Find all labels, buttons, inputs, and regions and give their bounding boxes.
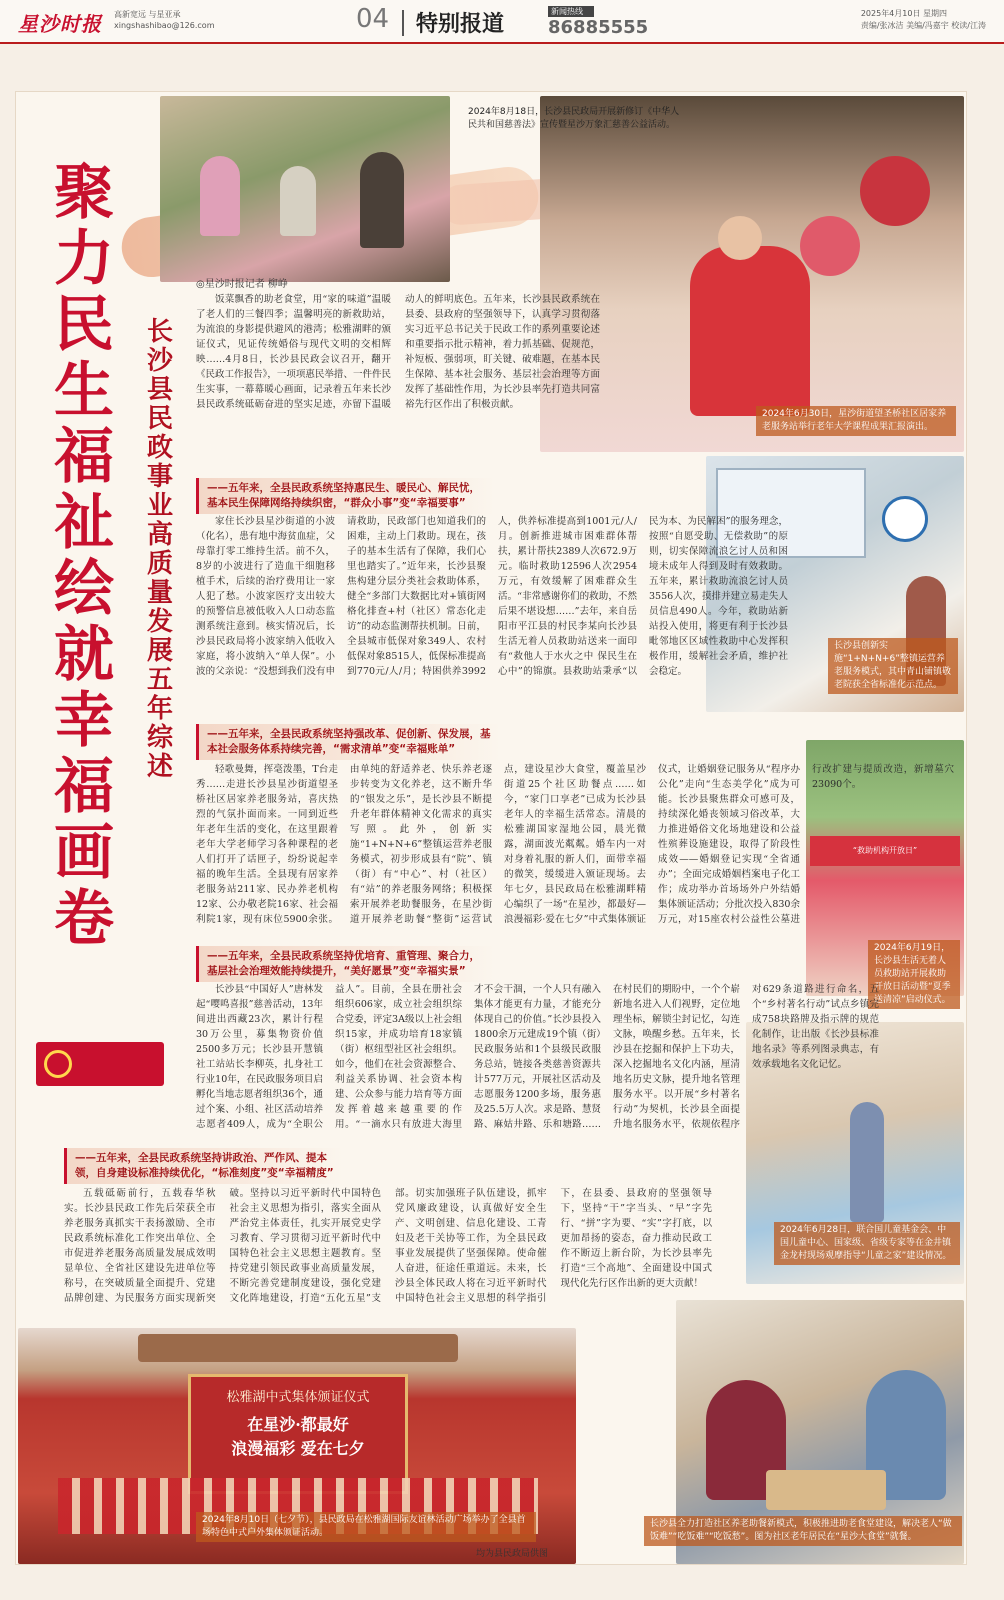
ceremony-slogan-2: 浪漫福彩 爱在七夕 — [231, 1439, 365, 1458]
photo-caption: 2024年8月10日（七夕节），县民政局在松雅湖国际友谊林活动广场举办了全县首场特色中式户外集体颁证活动。 — [196, 1512, 536, 1542]
section-heading: ——五年来，全县民政系统坚持强改革、促创新、保发展，基本社会服务体系持续完善，“需求清单”变“幸福账单” — [196, 724, 502, 760]
photo-charity-event — [160, 96, 450, 282]
emblem-icon — [44, 1050, 72, 1078]
section-body — [196, 514, 788, 712]
divider — [402, 10, 404, 36]
section-body — [196, 982, 879, 1144]
masthead-slogan: 高新宽远 与星亚承 xingshashibao@126.com — [114, 10, 215, 30]
section-paragraph: 家住长沙县星沙街道的小波（化名），患有地中海贫血症，父母靠打零工维持生活。前不久，8岁的小波进行了造血干细胞移植手术，后续的治疗费用让一家人犯了愁。小波家医疗支出较大的预警信息被低收入人口动态监测系统注意到。核实情况后，长沙县民政局将小波家纳入低收入家庭，将小波纳入“单人保”。小波的父亲说：“没想到我们没有申请救助，民政部门也知道我们的困难，主动上门救助。现在，孩子的基本生活有了保障，我们心里也踏实了。”近年来，长沙县聚焦构建分层分类社会救助体系，健全“多部门大数据比对+镇街网格化排查+村（社区）常态化走访”的动态监测帮扶机制。日前，全县城市低保对象349人、农村低保对象8515人，低保标准提高到770元/人/月；特困供养3992人，供养标准提高到1001元/人/月。创新推进城市困难群体帮扶，累计帮扶2389人次672.9万元。临时救助12596人次2954万元，有效缓解了困难群众生活。“非常感谢你们的救助，不然后果不堪设想……”去年，来自岳阳市平江县的村民李某向长沙县生活无着人员救助站送来一面印有“救他人于水火之中 保民生在心中”的锦旗。县救助站秉承“以民为本、为民解困”的服务理念，按照“自愿受助、无偿救助”的原则，切实保障流浪乞讨人员和困境未成年人得到及时有效救助。五年来，累计救助流浪乞讨人员3556人次，摸排并建立易走失人员信息490人。今年，救助站新站投入使用，将更有利于长沙县毗邻地区区域性救助中心发挥积极作用，缓解社会矛盾，维护社会稳定。 — [196, 516, 788, 677]
issue-date: 2025年4月10日 星期四 — [860, 9, 947, 18]
photo-caption: 2024年6月28日，联合国儿童基金会、中国儿童中心、国家级、省级专家等在金井镇金龙村现场观摩指导“儿童之家”建设情况。 — [774, 1222, 960, 1265]
ceremony-slogan-1: 在星沙·都最好 — [247, 1415, 349, 1434]
section-title: 特别报道 — [416, 12, 505, 37]
masthead — [0, 0, 1004, 44]
section-heading: ——五年来，全县民政系统坚持惠民生、暖民心、解民忧，基本民生保障网络持续织密，“群众小事”变“幸福要事” — [196, 478, 496, 514]
hotline — [548, 6, 648, 38]
section-heading: ——五年来，全县民政系统坚持优培育、重管理、聚合力，基层社会治理效能持续提升，“美好愿景”变“幸福实景” — [196, 946, 496, 982]
issue-info — [861, 8, 986, 32]
byline: ◎星沙时报记者 柳峥 — [196, 279, 288, 290]
tent-banner: “救助机构开放日” — [810, 836, 960, 866]
ceremony-title: 松雅湖中式集体颁证仪式 — [226, 1390, 370, 1405]
photo-caption: 2024年6月19日，长沙县生活无着人员救助站开展救助开放日活动暨“夏季送清凉”启动仪式。 — [868, 940, 960, 1009]
party-emblem-badge — [36, 1042, 164, 1086]
photo-credit: 均为县民政局供图 — [476, 1549, 549, 1559]
hotline-label: 新闻热线 — [548, 6, 594, 17]
photo-caption: 长沙县创新实施“1+N+N+6”整镇运营养老服务模式，其中青山铺镇敬老院获全省标准化示范点。 — [828, 638, 958, 694]
photo-caption: 2024年8月18日，长沙县民政局开展新修订《中华人民共和国慈善法》宣传暨星沙万象汇慈善公益活动。 — [468, 107, 680, 130]
section-heading: ——五年来，全县民政系统坚持讲政治、严作风、提本领，自身建设标准持续优化，“标准刻度”变“幸福精度” — [64, 1148, 344, 1184]
editor-credits: 责编/张冰洁 美编/冯嘉宇 校读/江涛 — [860, 21, 986, 30]
section-body — [64, 1186, 712, 1318]
section-paragraph: 长沙县“中国好人”唐林发起“嘤鸣喜报”慈善活动，13年间进出西藏23次，累计行程30万公里，募集物资价值2500多万元；长沙县开慧镇社工站站长李柳英，扎身社工行业10年，在民政服务项目启孵化当地志愿者组织36个，通过个案、小组、社区活动培养志愿者409人，成为“全职公益人”。目前，全县在册社会组织606家，成立社会组织综合党委，评定3A级以上社会组织15家，并成功培育18家镇（街）枢纽型社区社会组织。如今，他们在社会资源整合、利益关系协调、社会资本构建、公众参与能力培育等方面发挥着越来越重要的作用。“一滴水只有放进大海里才不会干涸，一个人只有融入集体才能更有力量，才能充分体现自己的价值。”长沙县投入1800余万元建成19个镇（街）民政服务站和1个县级民政服务总站，链接各类慈善资源共计577万元，开展社区活动及志愿服务1200多场，服务惠及25.5万人次。求是路、慧贤路、麻姑井路、乐和塘路……在村民们的期盼中，一个个崭新地名进入人们视野，定位地理坐标，解锁尘封记忆，勾连文脉，唤醒乡愁。五年来，长沙县在挖掘和保护上下功夫，深入挖掘地名文化内涵，厘清地名历史文脉，提升地名管理服务水平。以开展“乡村著名行动”为契机，长沙县全面提升地名服务水平，依规依程序对629条道路进行命名，五个“乡村著名行动”试点乡镇完成758块路牌及指示牌的规范化制作，让出版《长沙县标准地名录》等系列图录典志，有效承载地名文化记忆。 — [196, 984, 879, 1130]
intro-text — [196, 292, 600, 468]
main-headline: 聚力民生福祉 绘就幸福画卷 — [54, 158, 114, 954]
photo-performance — [540, 96, 964, 452]
sub-headline: 长沙县民政事业高质量发展五年综述 — [146, 317, 173, 782]
photo-caption: 2024年6月30日，星沙街道望圣桥社区居家养老服务站举行老年大学课程成果汇报演出。 — [756, 406, 956, 436]
hotline-number: 86885555 — [548, 17, 649, 38]
newspaper-logo: 星沙时报 — [18, 12, 102, 36]
photo-caption: 长沙县全力打造社区养老助餐新模式，积极推进助老食堂建设，解决老人“做饭难”“吃饭难”“吃饭愁”。图为社区老年居民在“星沙大食堂”就餐。 — [644, 1516, 962, 1546]
intro-paragraph: 饭菜飘香的助老食堂，用“家的味道”温暖了老人们的三餐四季；温馨明亮的新救助站，为流浪的身影提供避风的港湾；松雅湖畔的颁证仪式，见证传统婚俗与现代文明的交相辉映……4月8日，长沙县民政会议召开，翻开《民政工作报告》，一项项惠民举措、一件件民生实事，一幕幕暖心画面，记录着五年来长沙县民政系统砥砺奋进的坚实足迹，亦留下温暖动人的鲜明底色。五年来，长沙县民政系统在县委、县政府的坚强领导下，认真学习贯彻落实习近平总书记关于民政工作的系列重要论述和重要指示批示精神，着力抓基础、促规范，补短板、强弱项，盯关键、破难题，在基本民生保障、基本社会服务、基层社会治理等方面发挥了基础性作用，为长沙县率先打造共同富裕先行区作出了积极贡献。 — [196, 294, 600, 410]
section-paragraph: 五载砥砺前行，五载春华秋实。长沙县民政工作先后荣获全市养老服务真抓实干表扬激励、全市民政系统标准化工作突出单位、全市促进养老服务高质量发展成效明显单位、全省社区建设先进单位等称号，在突破质量全面提升、党建品牌创建、为民服务方面实现新突破。坚持以习近平新时代中国特色社会主义思想为指引，落实全面从严治党主体责任，扎实开展党史学习教育、学习贯彻习近平新时代中国特色社会主义思想主题教育。坚持党建引领民政事业高质量发展，不断完善党建制度建设，强化党建文化阵地建设，打造“五化五星”支部。切实加强班子队伍建设，抓牢党风廉政建设，认真做好安全生产、文明创建、信息化建设、工青妇及老干关协等工作，为全县民政事业发展提供了坚强保障。使命催人奋进，征途任重道远。未来，长沙县全体民政人将在习近平新时代中国特色社会主义思想的科学指引下，在县委、县政府的坚强领导下，坚持“干”字当头、“早”字先行、“拼”字为要、“实”字打底，以更加昂扬的姿态，奋力推动民政工作不断迈上新台阶，为长沙县率先打造“三个高地”、全面建设中国式现代化先行区作出新的更大贡献！ — [64, 1188, 712, 1304]
page-number: 04 — [356, 4, 390, 34]
section-paragraph: 轻歌曼舞，挥毫泼墨，T台走秀……走进长沙县星沙街道望圣桥社区居家养老服务站，喜庆热烈的气氛扑面而来。一同到近些年老年生活的变化，在这里跟着老年大学老师学习各种课程的老人们打开了话匣子，纷纷说起幸福的晚年生活。全县现有居家养老服务站211家、民办养老机构12家、公办敬老院16家、社会福利院1家，现有床位5900余张。由单纯的舒适养老、快乐养老逐步转变为文化养老，这不断升华的“银发之乐”，是长沙县不断提升老年群体精神文化需求的真实写照。此外，创新实施“1+N+N+6”整镇运营养老服务模式，初步形成县有“院”、镇（街）有“中心”、村（社区）有“站”的养老服务网络；积极探索开展养老助餐服务，在星沙街道开展养老助餐“整街”运营试点，建设星沙大食堂，覆盖星沙街道25个社区助餐点……如今，“家门口享老”已成为长沙县老年人的幸福生活常态。清晨的松雅湖国家湿地公园，晨光微露，湖面波光粼粼。婚车内一对对身着礼服的新人们，面带幸福的微笑，缓缓进入颁证现场。去年七夕，县民政局在松雅湖畔精心编织了一场“在星沙，都最好—浪漫福彩·爱在七夕”中式集体颁证仪式，让婚姻登记服务从“程序办公化”走向“生态美学化”成为可能。长沙县聚焦群众可感可及，持续深化婚丧领域习俗改革，大力推进婚俗文化场地建设和公益性殡葬设施建设，取得了阶段性成效——婚姻登记实现“全省通办”；全面完成婚姻档案电子化工作；成功举办首场场外户外结婚集体颁证活动；分批次投入830余万元，对15座农村公益性公墓进行改扩建与提质改造，新增墓穴23090个。 — [196, 764, 954, 925]
